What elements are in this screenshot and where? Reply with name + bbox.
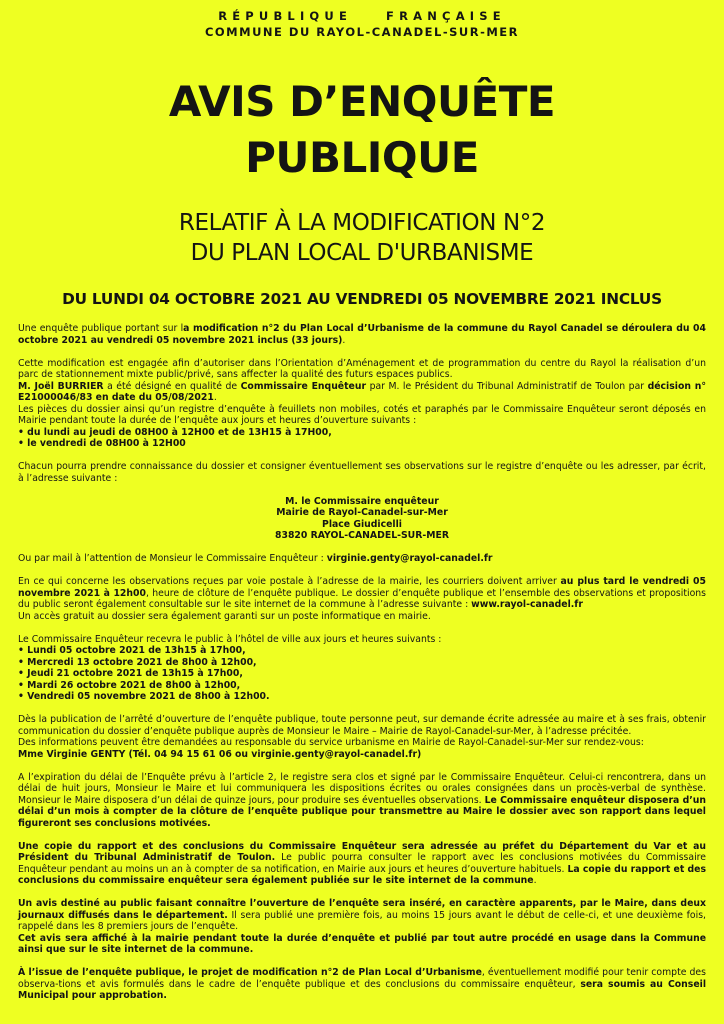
paragraph-outcome [18,967,706,1002]
text: Il sera publié une première fois, au moins 15 jours avant le début de celle-ci, et une deuxième fois, rappelé dans les 8 premiers jours de l’enquête. [18,909,706,932]
permanence-item: • Vendredi 05 novembre 2021 de 8h00 à 12h00. [18,691,270,702]
hours-item: • du lundi au jeudi de 08H00 à 12H00 et de 13H15 à 17H00, [18,426,332,438]
commune-header: COMMUNE DU RAYOL-CANADEL-SUR-MER [204,25,520,39]
text: , heure de clôture de l’enquête publique. Le dossier d’enquête publique et l’ensemble des observations et propositions du public seront également consultable sur le site internet de la commune à l’adresse suivante : [18,587,706,610]
website-link[interactable]: www.rayol-canadel.fr [471,599,583,610]
paragraph-permanences [18,634,706,703]
notice-body [18,323,706,1002]
text: En ce qui concerne les observations reçues par voie postale à l’adresse de la mairie, les courriers doivent arriver [18,576,561,587]
text-bold: a modification n°2 du Plan Local d’Urbanisme de la commune du Rayol Canadel se déroulera du 04 octobre 2021 au vendredi 05 novembre 2021 inclus (33 jours) [18,323,706,346]
address-line: M. le Commissaire enquêteur [285,495,439,507]
notice-title [0,74,724,186]
hours-item: • le vendredi de 08H00 à 12H00 [18,438,186,449]
text-bold: ) [417,748,422,760]
postal-address [18,496,706,542]
permanence-item: • Jeudi 21 octobre 2021 de 13h15 à 17h00, [18,668,243,679]
paragraph-email [18,553,706,565]
contact-email-link[interactable]: virginie.genty@rayol-canadel.fr [251,748,418,760]
paragraph-communication [18,714,706,760]
text-bold: Une copie du rapport et des conclusions du Commissaire Enquêteur sera adressée au préfet du Département du Var et au Président du Tribunal Administratif de Toulon. [18,840,706,863]
deadline: au plus tard le vendredi 05 novembre 2021 à 12h00 [18,576,706,599]
text: Cette modification est engagée afin d’autoriser dans l’Orientation d’Aménagement et de programmation du centre du Rayol la réalisation d’un parc de stationnement mixte public/privé, sans affecter la qualité des futurs espaces publics. [18,357,706,380]
paragraph-expiration [18,772,706,830]
text: Le Commissaire Enquêteur recevra le public à l’hôtel de ville aux jours et heures suivants : [18,633,442,645]
text: . [342,334,346,346]
text-bold: La copie du rapport et des conclusions du commissaire enquêteur sera également publiée sur le site internet de la commune [18,863,706,886]
text: Le public pourra consulter le rapport avec les conclusions motivées du Commissaire Enquêteur pendant au moins un an à compter de sa notification, en Mairie aux jours et heures d’ouverture habituels. [18,852,706,875]
text-bold: sera soumis au Conseil Municipal pour approbation. [18,978,707,1001]
text: Les pièces du dossier ainsi qu’un registre d’enquête à feuillets non mobiles, cotés et paraphés par le Commissaire Enquêteur seront déposés en Mairie pendant toute la durée de l’enquête aux jours et heures d’ouverture suivants : [18,403,706,426]
subtitle-line-1: RELATIF À LA MODIFICATION N°2 [178,210,546,236]
paragraph-postal [18,576,706,622]
text: . [213,392,217,403]
contact-name: Mme Virginie GENTY (Tél. 04 94 15 61 06 ou [18,748,252,760]
address-line: Mairie de Rayol-Canadel-sur-Mer [276,507,448,518]
text: a été désigné en qualité de [103,380,241,392]
text: Ou par mail à l’attention de Monsieur le Commissaire Enquêteur : [18,553,327,564]
text: Une enquête publique portant sur l [18,323,184,334]
paragraph-intro [18,323,706,346]
text-bold: Le Commissaire enquêteur disposera d’un délai d’un mois à compter de la clôture de l’enquête publique pour transmettre au Maire le dossier avec son rapport dans lequel figureront ses conclusions motivées. [18,794,707,829]
permanence-item: • Mercredi 13 octobre 2021 de 8h00 à 12h00, [18,656,257,668]
title-line-1: AVIS D’ENQUÊTE [168,77,556,126]
decision-reference: décision n° E21000046/83 en date du 05/08/2021 [18,380,706,403]
commissioner-name: M. Joël BURRIER [18,380,104,392]
title-line-2: PUBLIQUE [245,133,479,182]
text: . [533,875,537,886]
paragraph-consult: Chacun pourra prendre connaissance du dossier et consigner éventuellement ses observations sur le registre d’enquête ou les adresser, par écrit, à l’adresse suivante : [18,461,706,484]
francaise-word: FRANÇAISE [386,9,506,23]
dates-banner: DU LUNDI 04 OCTOBRE 2021 AU VENDREDI 05 NOVEMBRE 2021 INCLUS [62,290,662,308]
text: Des informations peuvent être demandées au responsable du service urbanisme en Mairie de Rayol-Canadel-sur-Mer sur rendez-vous: [18,737,644,748]
paragraph-modification [18,358,706,450]
republic-header [0,9,724,23]
notice-subtitle [0,208,724,268]
text-bold: Un avis destiné au public faisant connaître l’ouverture de l’enquête sera inséré, en caractère apparents, par le Maire, dans deux journaux diffusés dans le département. [18,898,706,921]
email-link[interactable]: virginie.genty@rayol-canadel.fr [326,553,493,564]
text-bold: À l’issue de l’enquête publique, le projet de modification n°2 de Plan Local d’Urbanisme [18,967,482,978]
paragraph-report [18,841,706,887]
text: Un accès gratuit au dossier sera également garanti sur un poste informatique en mairie. [18,610,431,622]
address-line: Place Giudicelli [322,518,402,530]
republic-word: RÉPUBLIQUE [218,9,353,23]
permanence-item: • Mardi 26 octobre 2021 de 8h00 à 12h00, [18,679,241,691]
text-bold: Commissaire Enquêteur [240,380,367,392]
permanence-item: • Lundi 05 octobre 2021 de 13h15 à 17h00, [18,645,246,656]
text: Dès la publication de l’arrêté d’ouverture de l’enquête publique, toute personne peut, sur demande écrite adressée au maire et à ses frais, obtenir communication du dossier d’enquête publique auprès de Monsieur le Maire – Mairie de Rayol-Canadel-sur-Mer, à l’adresse précitée. [18,714,706,737]
text: par M. le Président du Tribunal Administratif de Toulon par [366,380,648,392]
text-bold: Cet avis sera affiché à la mairie pendant toute la durée d’enquête et publié par tout autre procédé en usage dans la Commune ainsi que sur le site internet de la commune. [18,932,706,955]
text: , éventuellement modifié pour tenir compte des observa-tions et avis formulés dans le cadre de l’enquête publique et des conclusions du commissaire enquêteur, [18,967,706,990]
text: A l’expiration du délai de l’Enquête prévu à l’article 2, le registre sera clos et signé par le Commissaire Enquêteur. Celui-ci rencontrera, dans un délai de huit jours, Monsieur le Maire et lui communiquera les dispositions écrites ou orales consignées dans un procès-verbal de synthèse. Monsieur le Maire disposera d’un délai de quinze jours, pour produire ses éventuelles observations. [18,771,706,806]
subtitle-line-2: DU PLAN LOCAL D'URBANISME [190,240,534,266]
paragraph-publication [18,898,706,956]
address-line: 83820 RAYOL-CANADEL-SUR-MER [275,530,449,541]
